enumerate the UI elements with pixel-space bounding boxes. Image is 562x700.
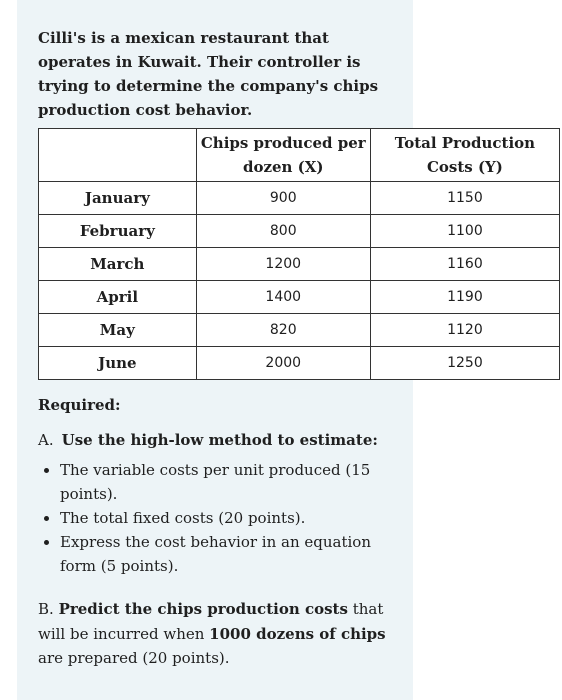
chips-cell: 1400 [196,281,370,314]
cost-cell: 1150 [370,182,559,215]
list-item: • The total fixed costs (20 points). [60,506,388,530]
table-row [39,248,560,281]
required-heading: Required: [38,396,121,414]
cost-cell: 1160 [370,248,559,281]
month-cell: June [39,347,197,380]
section-a [38,428,388,578]
header-costs: Total Production Costs (Y) [370,129,559,182]
section-b-text-2: are prepared (20 points). [38,649,230,667]
section-a-bullets [38,458,388,578]
chips-cell: 800 [196,215,370,248]
header-blank [39,129,197,182]
cost-cell: 1100 [370,215,559,248]
list-item: • Express the cost behavior in an equation form (5 points). [60,530,388,578]
table-row [39,281,560,314]
section-b-bold-1: Predict the chips production costs [58,600,348,618]
chips-cell: 900 [196,182,370,215]
month-cell: January [39,182,197,215]
table-row [39,182,560,215]
list-item: • The variable costs per unit produced (15 points). [60,458,388,506]
month-cell: April [39,281,197,314]
cost-cell: 1190 [370,281,559,314]
section-a-letter: A. [38,431,54,449]
chips-cell: 2000 [196,347,370,380]
cost-cell: 1120 [370,314,559,347]
table-row [39,347,560,380]
month-cell: May [39,314,197,347]
header-chips: Chips produced per dozen (X) [196,129,370,182]
section-b-letter: B. [38,600,54,618]
table-row [39,314,560,347]
section-a-title: Use the high-low method to estimate: [61,431,378,449]
section-a-heading [38,428,388,452]
section-b-bold-2: 1000 dozens of chips [209,624,386,643]
intro-text: Cilli's is a mexican restaurant that operates in Kuwait. Their controller is trying to determine the company's chips production cost behavior. [38,29,379,119]
table-header-row [39,129,560,182]
cost-cell: 1250 [370,347,559,380]
table-row [39,215,560,248]
chips-cell: 1200 [196,248,370,281]
data-table [38,128,560,380]
month-cell: March [39,248,197,281]
chips-cell: 820 [196,314,370,347]
section-b [38,597,388,671]
month-cell: February [39,215,197,248]
section-b-text-1: that will be incurred when [38,600,384,643]
